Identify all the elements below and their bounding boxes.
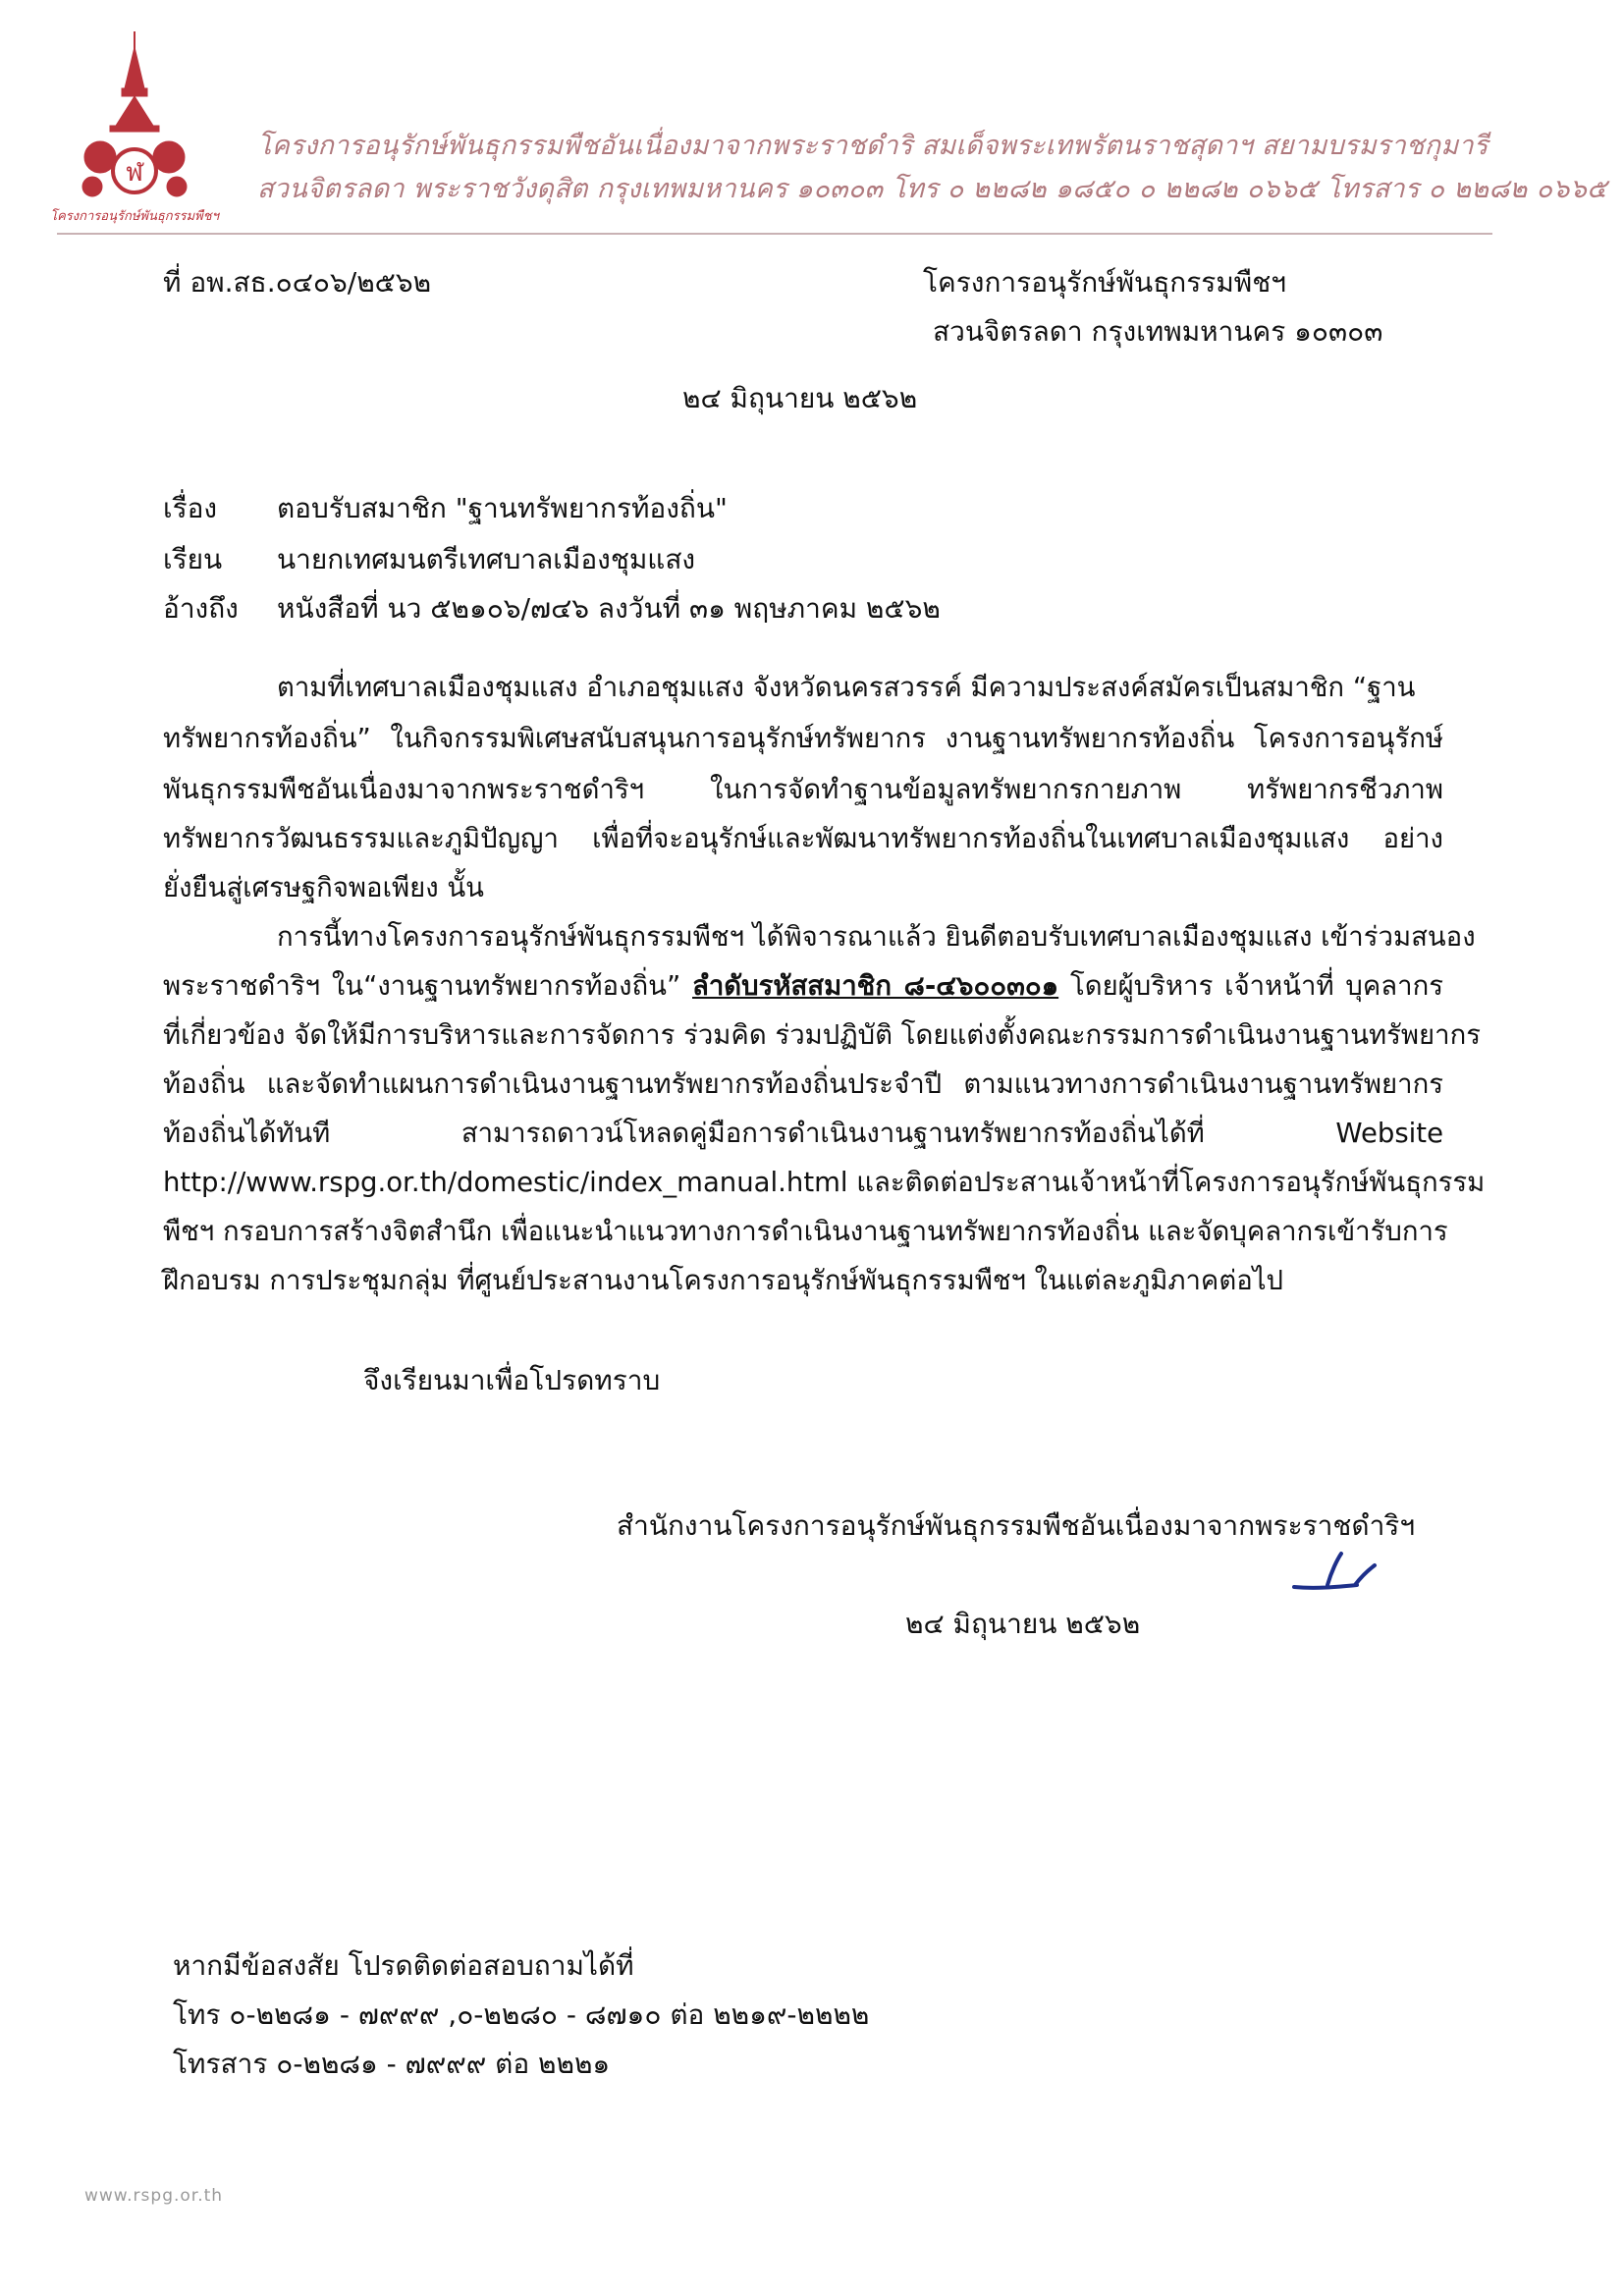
letter-date: ๒๔ มิถุนายน ๒๕๖๒ [682,382,918,414]
para1-line-5: ยั่งยืนสู่เศรษฐกิจพอเพียง นั้น [163,872,484,903]
website-word: Website [1335,1118,1443,1149]
para2-line-5-start: ท้องถิ่นได้ทันที [163,1118,331,1149]
footer-website: www.rspg.or.th [84,2186,224,2206]
recipient-label: เรียน [163,543,223,575]
reference-number: ที่ อพ.สธ.๐๔๐๖/๒๕๖๒ [163,266,432,299]
contact-intro: หากมีข้อสงสัย โปรดติดต่อสอบถามได้ที่ [173,1949,634,1982]
para1-line-4: ทรัพยากรวัฒนธรรมและภูมิปัญญา เพื่อที่จะอนุรักษ์และพัฒนาทรัพยากรท้องถิ่นในเทศบาลเมืองชุมแสง อย่าง [163,823,1443,854]
member-code: ลำดับรหัสสมาชิก ๘-๔๖๐๐๓๐๑ [692,970,1059,1002]
para2-line-6: http://www.rspg.or.th/domestic/index_manual.html และติดต่อประสานเจ้าหน้าที่โครงการอนุรักษ์พันธุกรรม [163,1167,1486,1198]
para1-line-2: ทรัพยากรท้องถิ่น” ในกิจกรรมพิเศษสนับสนุนการอนุรักษ์ทรัพยากร งานฐานทรัพยากรท้องถิ่น โครงการอนุรักษ์ [163,723,1443,754]
contact-phone: โทร ๐-๒๒๘๑ - ๗๙๙๙ ,๐-๒๒๘๐ - ๘๗๑๐ ต่อ ๒๒๑๙-๒๒๒๒ [173,1998,870,2031]
reference-label: อ้างถึง [163,592,239,625]
para2-line-2 [163,966,1443,1006]
para2-line-2-start: พระราชดำริฯ ใน“งานฐานทรัพยากรท้องถิ่น” [163,970,681,1002]
closing-line: จึงเรียนมาเพื่อโปรดทราบ [363,1364,661,1396]
recipient-text: นายกเทศมนตรีเทศบาลเมืองชุมแสง [277,543,696,575]
subject-text: ตอบรับสมาชิก "ฐานทรัพยากรท้องถิ่น" [277,492,728,524]
letterhead-line-1: โครงการอนุรักษ์พันธุกรรมพืชอันเนื่องมาจากพระราชดำริ สมเด็จพระเทพรัตนราชสุดาฯ สยามบรมราชกุมารี [257,131,1489,161]
sender-organization: โครงการอนุรักษ์พันธุกรรมพืชฯ [923,266,1286,299]
signature-date: ๒๔ มิถุนายน ๒๕๖๒ [905,1608,1141,1640]
logo-caption: โครงการอนุรักษ์พันธุกรรมพืชฯ [50,209,219,224]
para2-line-4: ท้องถิ่น และจัดทำแผนการดำเนินงานฐานทรัพยากรท้องถิ่นประจำปี ตามแนวทางการดำเนินงานฐานทรัพยากร [163,1068,1443,1100]
letterhead-line-2: สวนจิตรลดา พระราชวังดุสิต กรุงเทพมหานคร ๑๐๓๐๓ โทร ๐ ๒๒๘๒ ๑๘๕๐ ๐ ๒๒๘๒ ๐๖๖๕ โทรสาร ๐ ๒๒๘๒ ๐๖๖๕ [257,174,1607,204]
svg-text:ฬ: ฬ [126,158,143,188]
letterhead-divider [57,233,1492,235]
para2-line-2-end: โดยผู้บริหาร เจ้าหน้าที่ บุคลากร [1069,970,1443,1002]
contact-fax: โทรสาร ๐-๒๒๘๑ - ๗๙๙๙ ต่อ ๒๒๒๑ [173,2048,611,2080]
rspg-emblem-icon [50,27,219,224]
para2-line-3: ที่เกี่ยวข้อง จัดให้มีการบริหารและการจัดการ ร่วมคิด ร่วมปฏิบัติ โดยแต่งตั้งคณะกรรมการดำเนินงานฐานทรัพยากร [163,1019,1482,1051]
para2-line-7: พืชฯ กรอบการสร้างจิตสำนึก เพื่อแนะนำแนวทางการดำเนินงานฐานทรัพยากรท้องถิ่น และจัดบุคลากรเข้ารับการ [163,1216,1448,1247]
sender-address: สวนจิตรลดา กรุงเทพมหานคร ๑๐๓๐๓ [933,315,1383,348]
signature-office: สำนักงานโครงการอนุรักษ์พันธุกรรมพืชอันเนื่องมาจากพระราชดำริฯ [617,1509,1416,1542]
reference-text: หนังสือที่ นว ๕๒๑๐๖/๗๔๖ ลงวันที่ ๓๑ พฤษภาคม ๒๕๖๒ [277,592,941,625]
para2-line-8: ฝึกอบรม การประชุมกลุ่ม ที่ศูนย์ประสานงานโครงการอนุรักษ์พันธุกรรมพืชฯ ในแต่ละภูมิภาคต่อไป [163,1265,1283,1296]
para2-line-1: การนี้ทางโครงการอนุรักษ์พันธุกรรมพืชฯ ได้พิจารณาแล้ว ยินดีตอบรับเทศบาลเมืองชุมแสง เข้าร่วมสนอง [277,921,1476,953]
para2-line-5-middle: สามารถดาวน์โหลดคู่มือการดำเนินงานฐานทรัพยากรท้องถิ่นได้ที่ [460,1118,1205,1149]
subject-label: เรื่อง [163,492,218,524]
para2-line-5 [163,1114,1443,1153]
para1-line-3: พันธุกรรมพืชอันเนื่องมาจากพระราชดำริฯ ในการจัดทำฐานข้อมูลทรัพยากรกายภาพ ทรัพยากรชีวภาพ [163,774,1443,805]
signature-mark [1286,1550,1384,1599]
para1-line-1: ตามที่เทศบาลเมืองชุมแสง อำเภอชุมแสง จังหวัดนครสวรรค์ มีความประสงค์สมัครเป็นสมาชิก “ฐาน [277,672,1416,703]
